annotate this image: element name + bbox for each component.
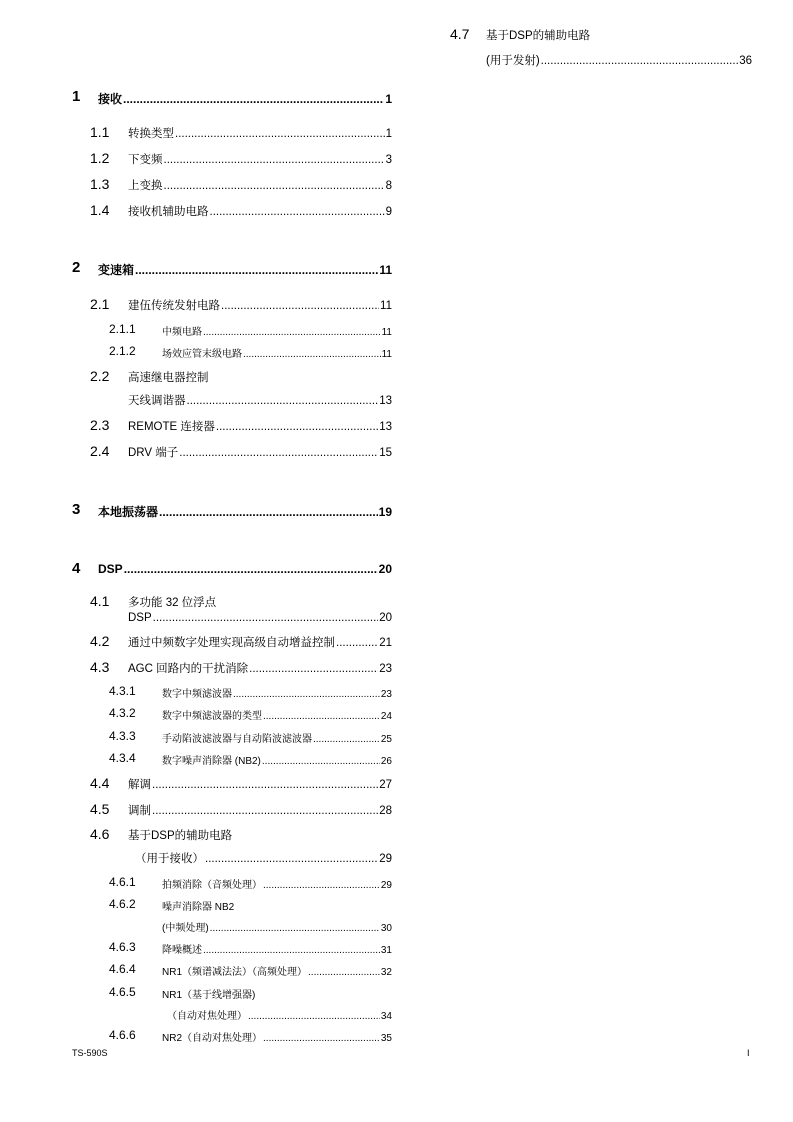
dot-leader [263,711,380,722]
dot-leader [164,180,385,192]
toc-chapter-4[interactable] [72,560,392,576]
toc-entry-4-3-3[interactable] [109,729,392,745]
footer-model-name: TS-590S [72,1048,108,1058]
subsection-title: 拍频消除（音频处理） [162,880,262,891]
page-number: 29 [379,853,392,865]
section-number: 2.3 [90,417,110,433]
chapter-number: 2 [72,259,81,276]
section-title: 基于DSP的辅助电路 [128,830,233,842]
section-title: DRV 端子 [128,447,179,459]
page-number: 19 [378,505,392,519]
subsection-number: 4.3.3 [109,729,136,743]
section-number: 2.4 [90,443,110,459]
page-number: 35 [380,1033,392,1044]
dot-leader [313,734,380,745]
toc-entry-line [128,177,392,193]
section-number: 1.1 [90,124,110,140]
section-number: 1.2 [90,150,110,166]
toc-entry-line [162,876,392,891]
subsection-number: 4.6.3 [109,940,136,954]
toc-entry-line [162,345,392,360]
dot-leader [541,55,739,67]
page-number: 1 [385,128,392,140]
page-number: 34 [380,1011,392,1022]
toc-entry-line [128,418,392,434]
subsection-title: 场效应管末级电路 [162,349,242,360]
toc-entry-line [98,503,392,520]
dot-leader [248,1011,380,1022]
subsection-title: NR2（自动对焦处理） [162,1033,263,1044]
subsection-title: 中频电路 [162,327,202,338]
section-continuation: （用于接收） [135,853,204,865]
dot-leader [164,154,385,166]
toc-entry-line [128,392,392,408]
section-number: 4.5 [90,801,110,817]
toc-entry-line [128,612,392,624]
toc-entry-1-2[interactable] [90,150,392,166]
toc-entry-line [162,685,392,700]
page-number: 11 [381,349,392,360]
chapter-number: 3 [72,501,81,518]
subsection-continuation: (中频处理) [162,923,209,934]
page-number: 11 [380,300,392,312]
toc-entry-line [486,52,752,68]
subsection-number: 4.6.5 [109,985,136,999]
page-number: 31 [380,945,392,956]
dot-leader [124,562,378,576]
chapter-number: 4 [72,560,81,577]
dot-leader [203,327,381,338]
dot-leader [336,637,378,649]
page-number: 13 [379,395,392,407]
dot-leader [263,880,380,891]
toc-entry-line [167,1007,392,1022]
page-number: 20 [378,562,392,576]
page-number: 9 [385,206,392,218]
toc-entry-1-4[interactable] [90,202,392,218]
page-number: 27 [379,779,392,791]
toc-entry-4-6-4[interactable] [109,962,392,978]
page-number: 36 [739,55,752,67]
page-number: 11 [381,327,392,338]
dot-leader [205,853,378,865]
subsection-title: 数字中频滤波器的类型 [162,711,262,722]
toc-entry-line [162,919,392,934]
toc-entry-line [135,850,392,866]
subsection-title: 手动陷波滤波器与自动陷波滤波器 [162,734,312,745]
page-number: 20 [379,612,392,624]
subsection-title: 数字中频滤波器 [162,689,232,700]
page-number: 15 [379,447,392,459]
toc-entry-line [98,261,392,278]
toc-entry-line [98,90,392,107]
chapter-title: DSP [98,562,123,576]
dot-leader [152,779,378,791]
section-title: 多功能 32 位浮点 [128,597,217,609]
toc-entry-4-3-2[interactable] [109,706,392,722]
section-continuation: DSP [128,612,152,624]
subsection-title: 噪声消除器 NB2 [162,902,235,913]
page-number: 32 [380,967,392,978]
page-number: 28 [379,805,392,817]
section-title: 调制 [128,805,151,817]
section-number: 4.2 [90,633,110,649]
toc-entry-line [162,752,392,767]
subsection-number: 4.6.2 [109,897,136,911]
toc-entry-line [162,941,392,956]
dot-leader [159,505,378,519]
toc-chapter-2[interactable] [72,259,392,275]
toc-entry-line [128,125,392,141]
section-title: 上变换 [128,180,163,192]
section-title: 建伍传统发射电路 [128,300,220,312]
toc-entry-2-1[interactable] [90,296,392,312]
section-number: 4.1 [90,593,110,609]
page-number: 30 [380,923,392,934]
toc-entry-line [128,297,392,313]
page-number: 21 [379,637,392,649]
section-title: 基于DSP的辅助电路 [486,30,591,42]
toc-entry-1-1[interactable] [90,124,392,140]
toc-entry-4-3[interactable] [90,659,392,675]
section-number: 2.2 [90,368,110,384]
dot-leader [216,421,378,433]
page-number: 1 [385,92,392,106]
subsection-title: 降噪概述 [162,945,202,956]
section-title: 高速继电器控制 [128,372,209,384]
toc-entry-4-6-3[interactable] [109,940,392,956]
subsection-number: 4.3.2 [109,706,136,720]
section-title: 解调 [128,779,151,791]
section-number: 4.6 [90,826,110,842]
dot-leader [210,206,385,218]
toc-entry-4-4[interactable] [90,775,392,791]
toc-entry-4-3-4[interactable] [109,751,392,767]
chapter-title: 本地振荡器 [98,505,159,519]
section-continuation: 天线调谐器 [128,395,186,407]
toc-entry-line [128,660,392,676]
section-title: AGC 回路内的干扰消除 [128,663,249,675]
toc-chapter-3[interactable] [72,501,392,517]
page-number: 13 [379,421,392,433]
toc-entry-2-1-2[interactable] [109,344,392,360]
toc-entry-4-3-1[interactable] [109,684,392,700]
subsection-number: 4.6.1 [109,875,136,889]
dot-leader [152,805,378,817]
toc-entry-line [128,444,392,460]
toc-entry-line [162,1029,392,1044]
section-title: 下变频 [128,154,163,166]
toc-entry-4-6[interactable] [90,826,392,865]
subsection-number: 4.3.4 [109,751,136,765]
subsection-number: 4.3.1 [109,684,136,698]
dot-leader [249,663,378,675]
dot-leader [135,263,378,277]
dot-leader [153,612,379,624]
toc-entry-line [162,963,392,978]
toc-entry-line [128,776,392,792]
footer-page-number: I [747,1048,750,1058]
page-number: 29 [380,880,392,891]
section-title: 接收机辅助电路 [128,206,209,218]
page-number: 3 [385,154,392,166]
dot-leader [123,92,384,106]
subsection-title: NR1（基于线增强器) [162,990,256,1001]
dot-leader [175,128,385,140]
toc-entry-line [98,562,392,576]
section-number: 4.4 [90,775,110,791]
toc-entry-1-3[interactable] [90,176,392,192]
toc-entry-4-6-6[interactable] [109,1028,392,1044]
toc-entry-line [128,203,392,219]
toc-entry-line [162,323,392,338]
dot-leader [262,756,380,767]
toc-entry-4-7[interactable] [450,26,752,67]
section-number: 4.7 [450,26,470,42]
page-number: 8 [385,180,392,192]
toc-entry-line [162,730,392,745]
dot-leader [308,967,380,978]
dot-leader [233,689,380,700]
section-number: 2.1 [90,296,110,312]
toc-entry-4-6-1[interactable] [109,875,392,891]
toc-entry-2-2[interactable] [90,368,392,407]
section-number: 1.4 [90,202,110,218]
toc-entry-4-6-5[interactable] [109,985,392,1022]
dot-leader [179,447,378,459]
subsection-continuation: （自动对焦处理） [167,1011,247,1022]
page-number: 24 [380,711,392,722]
toc-entry-2-1-1[interactable] [109,322,392,338]
subsection-number: 2.1.2 [109,344,136,358]
section-title: REMOTE 连接器 [128,421,215,433]
toc-entry-4-2[interactable] [90,633,392,649]
toc-chapter-1[interactable] [72,88,392,104]
dot-leader [210,923,380,934]
section-title: 通过中频数字处理实现高级自动增益控制 [128,637,335,649]
dot-leader [187,395,379,407]
dot-leader [221,300,379,312]
chapter-number: 1 [72,88,81,105]
section-number: 1.3 [90,176,110,192]
chapter-title: 变速箱 [98,263,135,277]
toc-entry-line [128,634,392,650]
subsection-number: 4.6.4 [109,962,136,976]
page-number: 23 [380,689,392,700]
subsection-number: 4.6.6 [109,1028,136,1042]
subsection-title: 数字噪声消除器 (NB2) [162,756,261,767]
subsection-title: NR1（频谱减法法）（高频处理） [162,967,308,978]
section-continuation: (用于发射) [486,55,540,67]
page-number: 23 [379,663,392,675]
toc-entry-4-1[interactable] [90,593,392,624]
dot-leader [203,945,380,956]
toc-entry-2-3[interactable] [90,417,392,433]
section-title: 转换类型 [128,128,174,140]
page-number: 26 [380,756,392,767]
toc-entry-line [162,707,392,722]
chapter-title: 接收 [98,92,123,106]
dot-leader [243,349,381,360]
dot-leader [263,1033,380,1044]
toc-entry-line [128,151,392,167]
subsection-number: 2.1.1 [109,322,136,336]
toc-entry-4-5[interactable] [90,801,392,817]
toc-entry-line [128,802,392,818]
toc-entry-2-4[interactable] [90,443,392,459]
toc-entry-4-6-2[interactable] [109,897,392,934]
page-number: 11 [379,263,392,277]
section-number: 4.3 [90,659,110,675]
page-number: 25 [380,734,392,745]
